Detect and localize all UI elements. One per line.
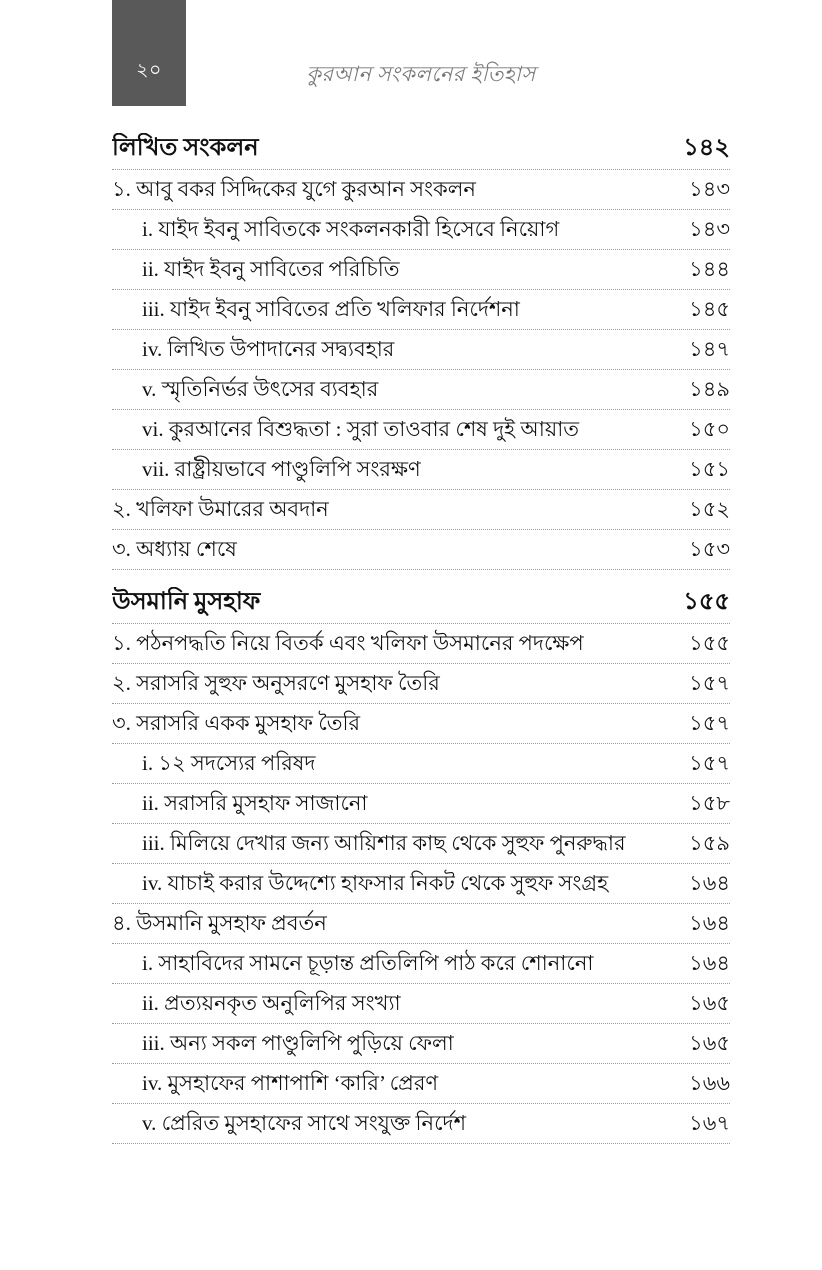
toc-entry-marker: ৩. (112, 711, 131, 735)
toc-entry-label (112, 495, 660, 523)
toc-entry-label (112, 1069, 660, 1097)
toc-entry-text: মুসহাফের পাশাপাশি ‘কারি’ প্রেরণ (167, 1071, 439, 1095)
toc-row[interactable] (112, 664, 730, 704)
folio-box (112, 0, 186, 106)
toc-entry-marker: ১. (112, 177, 131, 201)
toc-entry-marker: ৩. (112, 537, 131, 561)
toc-row[interactable] (112, 584, 730, 624)
toc-entry-marker: v. (142, 377, 157, 401)
toc-entry-page-number: ১৫৫ (689, 631, 730, 655)
toc-entry-marker: ২. (112, 497, 131, 521)
toc-entry-marker: v. (142, 1111, 157, 1135)
toc-entry-text: উসমানি মুসহাফ (112, 589, 261, 615)
toc-row[interactable] (112, 784, 730, 824)
toc-entry-page-number: ১৫২ (689, 497, 730, 521)
toc-row[interactable] (112, 530, 730, 570)
toc-entry-marker: ii. (142, 257, 159, 281)
toc-entry-text: যাইদ ইবনু সাবিতকে সংকলনকারী হিসেবে নিয়োগ (158, 217, 560, 241)
toc-entry-label (112, 133, 660, 163)
toc-entry-marker: iv. (142, 1071, 163, 1095)
toc-entry-label (112, 909, 660, 937)
toc-entry-label (112, 989, 660, 1017)
toc-entry-text: লিখিত উপাদানের সদ্ব্যবহার (167, 337, 395, 361)
toc-entry-label (112, 215, 660, 243)
toc-entry-marker: i. (142, 217, 154, 241)
toc-entry-marker: i. (142, 951, 154, 975)
toc-entry-label (112, 295, 660, 323)
toc-entry-label (112, 789, 660, 817)
toc-row[interactable] (112, 130, 730, 170)
toc-row[interactable] (112, 944, 730, 984)
toc-row[interactable] (112, 490, 730, 530)
toc-row[interactable] (112, 704, 730, 744)
toc-entry-text: উসমানি মুসহাফ প্রবর্তন (136, 911, 327, 935)
toc-row[interactable] (112, 450, 730, 490)
toc-entry-marker: i. (142, 751, 154, 775)
toc-entry-marker: ii. (142, 791, 159, 815)
toc-entry-page-number: ১৬৪ (689, 871, 730, 895)
toc-entry-page-number: ১৪৯ (689, 377, 730, 401)
toc-entry-marker: vi. (142, 417, 164, 441)
toc-entry-text: সরাসরি মুসহাফ সাজানো (164, 791, 368, 815)
toc-entry-marker: ৪. (112, 911, 131, 935)
toc-entry-page-number: ১৪৩ (689, 177, 730, 201)
toc-entry-label (112, 335, 660, 363)
toc-entry-text: প্রেরিত মুসহাফের সাথে সংযুক্ত নির্দেশ (161, 1111, 466, 1135)
toc-entry-text: মিলিয়ে দেখার জন্য আয়িশার কাছ থেকে সুহুফ পুনরুদ্ধার (170, 831, 626, 855)
toc-entry-page-number: ১৫৭ (689, 711, 730, 735)
toc-entry-text: কুরআনের বিশুদ্ধতা : সুরা তাওবার শেষ দুই আয়াত (168, 417, 580, 441)
toc-row[interactable] (112, 1064, 730, 1104)
toc-row[interactable] (112, 984, 730, 1024)
toc-row[interactable] (112, 330, 730, 370)
page-header (0, 0, 822, 106)
toc-row[interactable] (112, 250, 730, 290)
toc-entry-marker: ii. (142, 991, 159, 1015)
toc-entry-text: সরাসরি সুহুফ অনুসরণে মুসহাফ তৈরি (136, 671, 440, 695)
toc-entry-label (112, 455, 660, 483)
toc-entry-label (112, 375, 660, 403)
toc-entry-page-number: ১৬৭ (689, 1111, 730, 1135)
toc-entry-text: পঠনপদ্ধতি নিয়ে বিতর্ক এবং খলিফা উসমানের পদক্ষেপ (136, 631, 584, 655)
toc-entry-text: স্মৃতিনির্ভর উৎসের ব্যবহার (161, 377, 379, 401)
toc-entry-text: প্রত্যয়নকৃত অনুলিপির সংখ্যা (164, 991, 401, 1015)
toc-row[interactable] (112, 1024, 730, 1064)
toc-entry-marker: ২. (112, 671, 131, 695)
toc-entry-label (112, 175, 660, 203)
toc-entry-label (112, 255, 660, 283)
toc-entry-label (112, 535, 660, 563)
toc-row[interactable] (112, 290, 730, 330)
toc-entry-text: ১২ সদস্যের পরিষদ (158, 751, 316, 775)
toc-entry-page-number: ১৫৭ (689, 751, 730, 775)
toc-entry-page-number: ১৬৫ (689, 1031, 730, 1055)
toc-row[interactable] (112, 410, 730, 450)
toc-entry-label (112, 869, 660, 897)
toc-row[interactable] (112, 1104, 730, 1144)
toc-entry-marker: iii. (142, 297, 165, 321)
toc-row[interactable] (112, 210, 730, 250)
toc-entry-page-number: ১৫৫ (683, 589, 730, 615)
toc-entry-text: যাচাই করার উদ্দেশ্যে হাফসার নিকট থেকে সুহুফ সংগ্রহ (167, 871, 609, 895)
toc-entry-text: খলিফা উমারের অবদান (136, 497, 329, 521)
toc-entry-page-number: ১৫৭ (689, 671, 730, 695)
toc-entry-page-number: ১৫৯ (689, 831, 730, 855)
toc-entry-marker: ১. (112, 631, 131, 655)
table-of-contents (112, 128, 730, 1144)
toc-entry-text: অন্য সকল পাণ্ডুলিপি পুড়িয়ে ফেলা (170, 1031, 454, 1055)
toc-entry-label (112, 415, 660, 443)
toc-entry-page-number: ১৪৪ (689, 257, 730, 281)
toc-entry-label (112, 669, 660, 697)
toc-entry-page-number: ১৪৩ (689, 217, 730, 241)
toc-entry-label (112, 829, 660, 857)
toc-entry-page-number: ১৫৩ (689, 537, 730, 561)
toc-row[interactable] (112, 370, 730, 410)
toc-entry-label (112, 1109, 660, 1137)
toc-entry-page-number: ১৫৮ (689, 791, 730, 815)
toc-entry-page-number: ১৬৫ (689, 991, 730, 1015)
toc-entry-page-number: ১৪৫ (689, 297, 730, 321)
toc-row[interactable] (112, 624, 730, 664)
toc-row[interactable] (112, 824, 730, 864)
toc-row[interactable] (112, 170, 730, 210)
toc-entry-label (112, 949, 660, 977)
toc-entry-text: সাহাবিদের সামনে চূড়ান্ত প্রতিলিপি পাঠ করে শোনানো (158, 951, 594, 975)
toc-entry-label (112, 587, 660, 617)
toc-entry-text: যাইদ ইবনু সাবিতের প্রতি খলিফার নির্দেশনা (170, 297, 520, 321)
toc-entry-marker: vii. (142, 457, 170, 481)
toc-entry-text: লিখিত সংকলন (112, 135, 259, 161)
toc-entry-text: সরাসরি একক মুসহাফ তৈরি (136, 711, 361, 735)
toc-entry-label (112, 629, 660, 657)
toc-entry-text: আবু বকর সিদ্দিকের যুগে কুরআন সংকলন (136, 177, 476, 201)
toc-row[interactable] (112, 864, 730, 904)
toc-entry-page-number: ১৫১ (689, 457, 730, 481)
toc-entry-label (112, 749, 660, 777)
toc-entry-marker: iv. (142, 871, 163, 895)
toc-entry-text: অধ্যায় শেষে (136, 537, 237, 561)
toc-entry-marker: iv. (142, 337, 163, 361)
toc-entry-label (112, 1029, 660, 1057)
toc-entry-page-number: ১৫০ (689, 417, 730, 441)
toc-entry-page-number: ১৬৬ (689, 1071, 730, 1095)
toc-entry-page-number: ১৬৪ (689, 911, 730, 935)
toc-entry-text: যাইদ ইবনু সাবিতের পরিচিতি (164, 257, 400, 281)
folio-number: ২০ (136, 60, 162, 81)
toc-row[interactable] (112, 904, 730, 944)
toc-row[interactable] (112, 744, 730, 784)
toc-entry-marker: iii. (142, 831, 165, 855)
toc-entry-page-number: ১৪২ (683, 135, 730, 161)
toc-entry-page-number: ১৪৭ (689, 337, 730, 361)
toc-entry-label (112, 709, 660, 737)
running-title: কুরআন সংকলনের ইতিহাস (306, 62, 536, 86)
toc-entry-marker: iii. (142, 1031, 165, 1055)
toc-entry-page-number: ১৬৪ (689, 951, 730, 975)
toc-entry-text: রাষ্ট্রীয়ভাবে পাণ্ডুলিপি সংরক্ষণ (174, 457, 421, 481)
